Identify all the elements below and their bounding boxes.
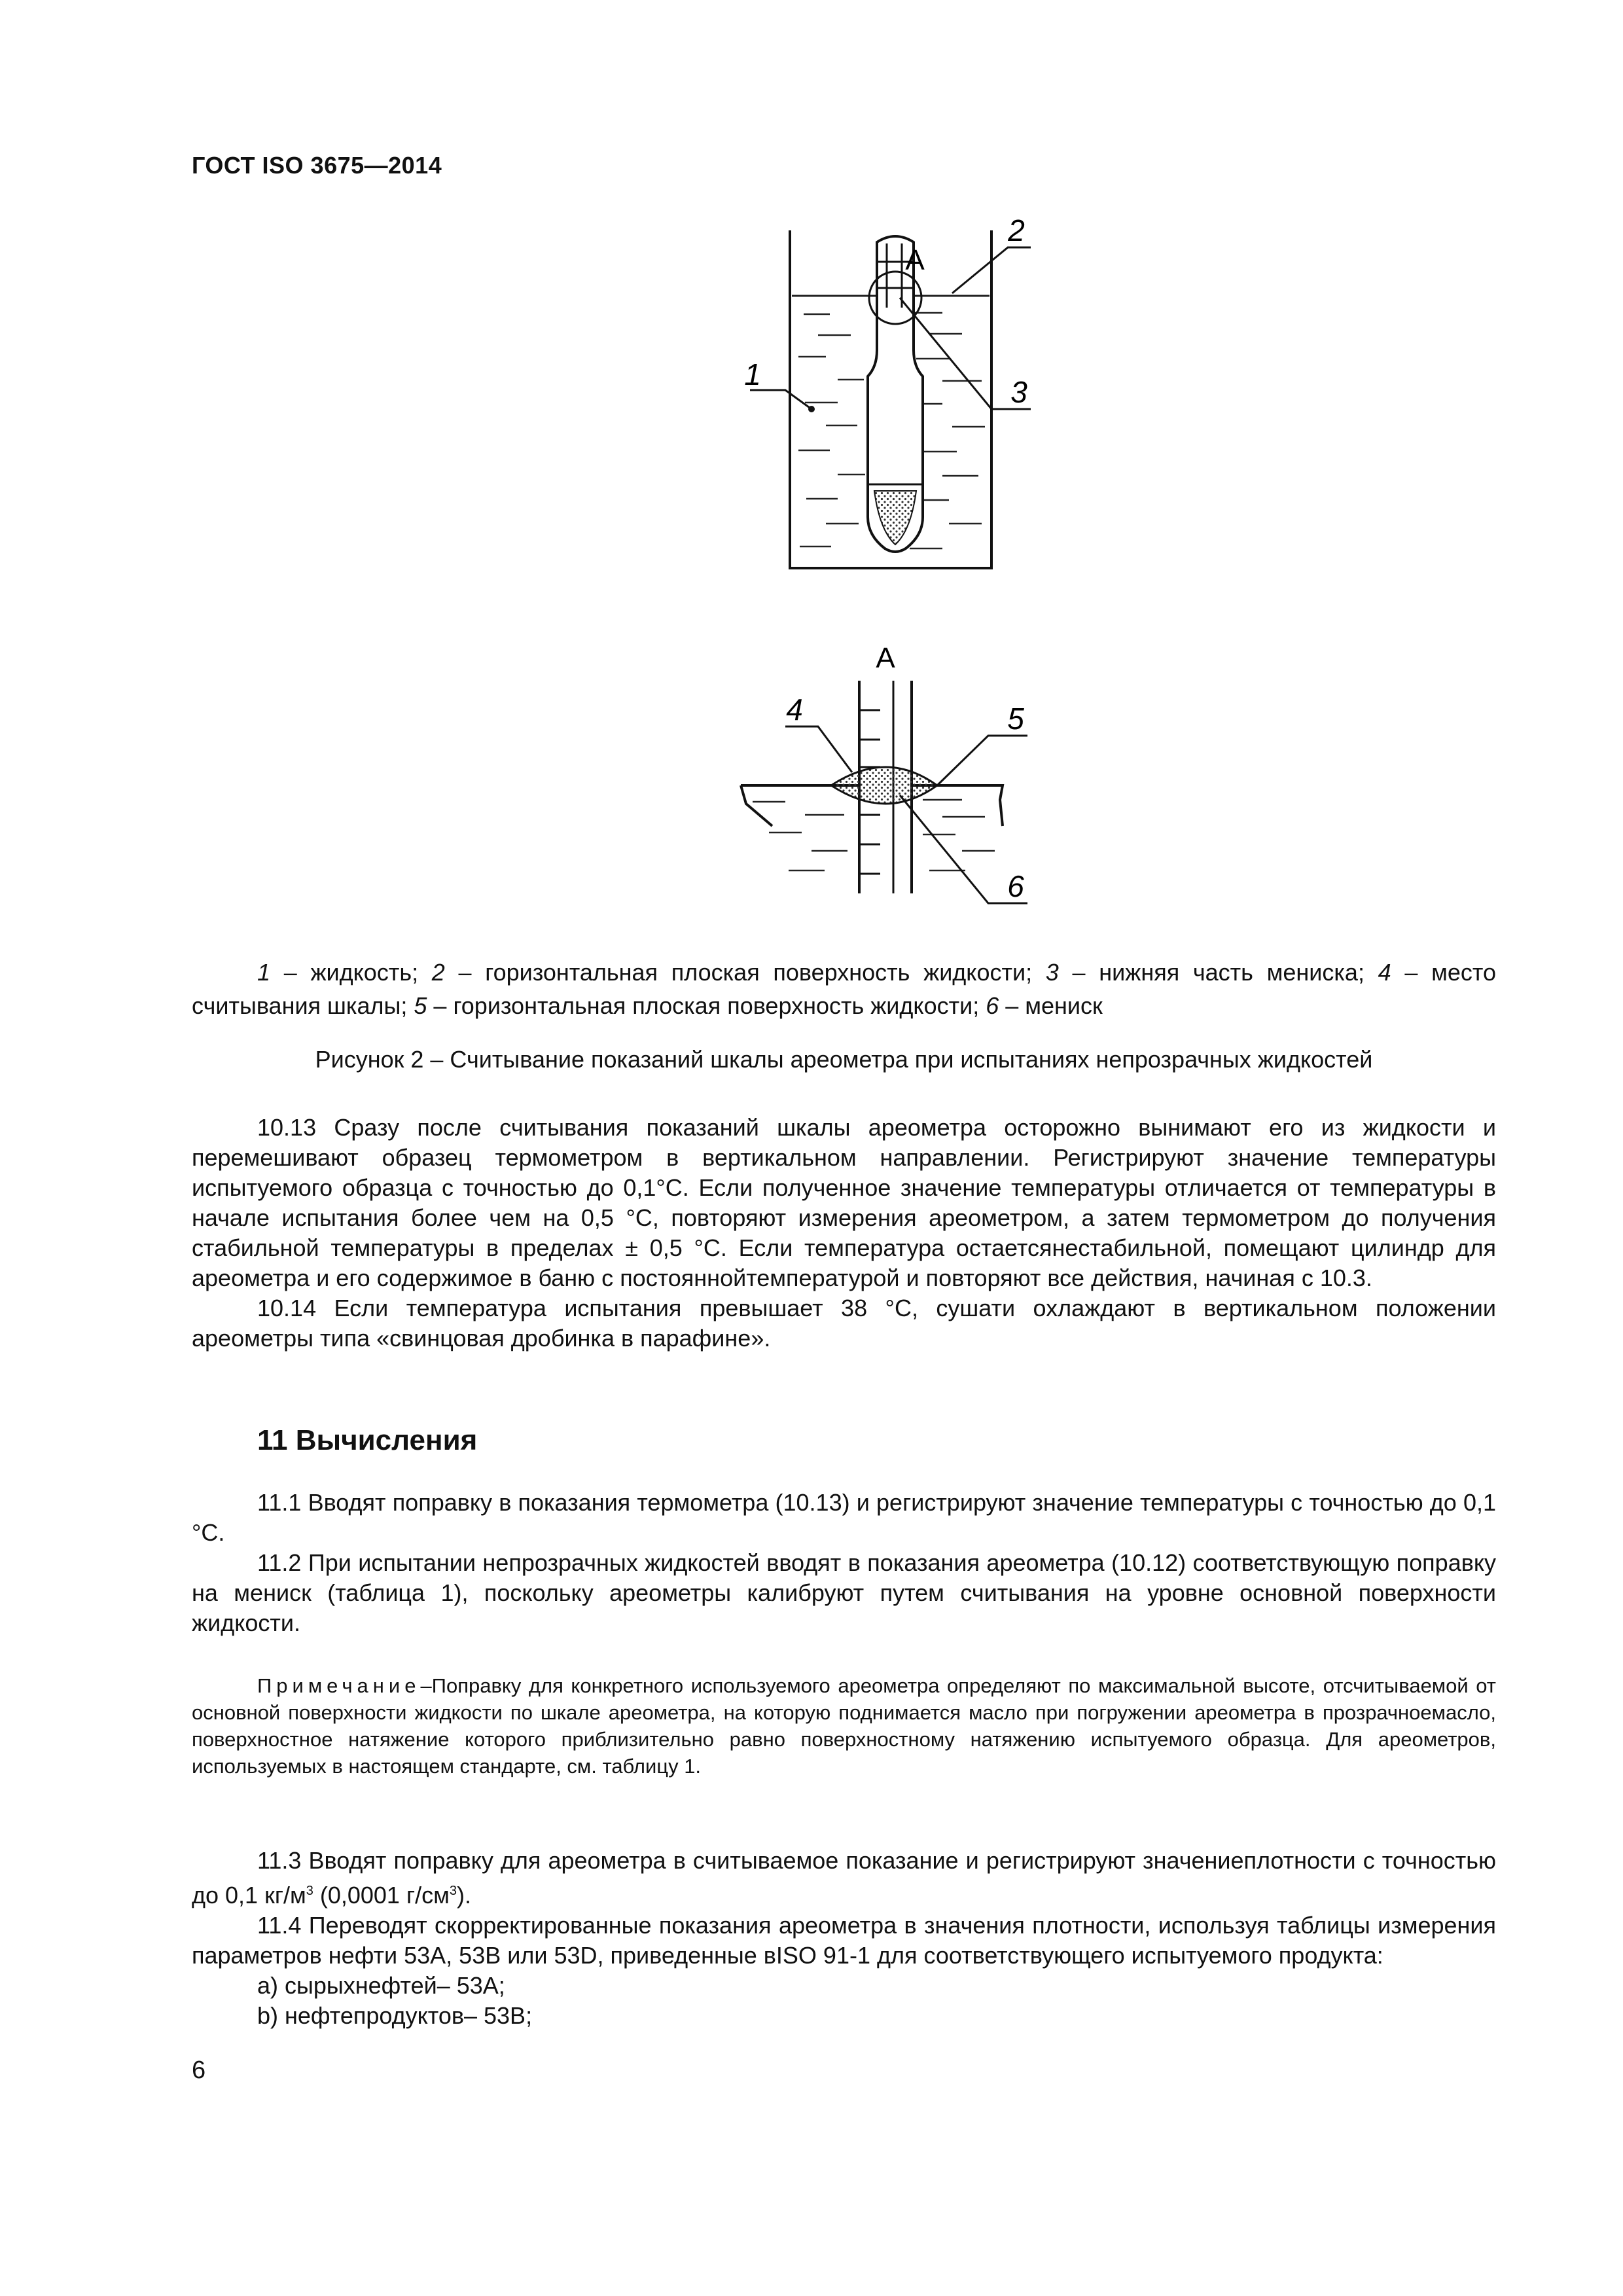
document-header: ГОСТ ISO 3675—2014	[192, 152, 442, 179]
note-text: –Поправку для конкретного используемого ареометра определяют по максимальной высоте, отсчитываемой от основной поверхности жидкости по шкале ареометра, на которую поднимается масло при погружении ареометра в прозрачноемасло, поверхностное натяжение которого приблизительно равно поверхностному натяжению испытуемого образца. Для ареометров, используемых в настоящем стандарте, см. таблицу 1.	[192, 1674, 1496, 1778]
paragraph-11-4: 11.4 Переводят скорректированные показания ареометра в значения плотности, используя таблицы измерения параметров нефти 53А, 53В или 53D, приведенные вISO 91-1 для соответствующего испытуемого продукта:	[192, 1912, 1496, 1969]
hydrometer-figure	[0, 0, 1623, 956]
section-10-text	[192, 1113, 1496, 1354]
label-5: 5	[1007, 702, 1024, 736]
label-3: 3	[1010, 375, 1027, 409]
label-4: 4	[786, 692, 803, 726]
note	[192, 1672, 1496, 1780]
figure-legend: 1 – жидкость; 2 – горизонтальная плоская поверхность жидкости; 3 – нижняя часть мениска; 4 – место считывания шкалы; 5 – горизонтальная плоская поверхность жидкости; 6 – мениск	[192, 959, 1496, 1019]
hydrometer	[808, 236, 923, 552]
figure-caption: Рисунок 2 – Считывание показаний шкалы ареометра при испытаниях непрозрачных жидкостей	[315, 1046, 1373, 1073]
page-number: 6	[192, 2056, 206, 2084]
paragraph-10-13: 10.13 Сразу после считывания показаний шкалы ареометра осторожно вынимают его из жидкости и перемешивают образец термометром в вертикальном направлении. Регистрируют значение температуры испытуемого образца с точностью до 0,1°С. Если полученное значение температуры отличается от температуры в начале испытания более чем на 0,5 °С, повторяют измерения ареометром, а затем термометром до получения стабильной температуры в пределах ± 0,5 °С. Если температура остаетсянестабильной, помещают цилиндр для ареометра и его содержимое в баню с постояннойтемпературой и повторяют все действия, начиная с 10.3.	[192, 1114, 1496, 1291]
detail-marker-bottom: A	[876, 642, 895, 674]
detail-hatching	[753, 800, 995, 870]
section-11-text-a	[192, 1488, 1496, 1638]
detail-marker-top: A	[905, 244, 925, 276]
paragraph-11-2: 11.2 При испытании непрозрачных жидкостей вводят в показания ареометра (10.12) соответствующую поправку на мениск (таблица 1), поскольку ареометры калибруют путем считывания на уровне основной поверхности жидкости.	[192, 1549, 1496, 1636]
meniscus	[831, 767, 937, 804]
section-11-text-b	[192, 1846, 1496, 2031]
paragraph-10-14: 10.14 Если температура испытания превышает 38 °С, сушати охлаждают в вертикальном положении ареометры типа «свинцовая дробинка в парафине».	[192, 1295, 1496, 1352]
label-2: 2	[1008, 213, 1025, 247]
paragraph-11-3: 11.3 Вводят поправку для ареометра в считываемое показание и регистрируют значениеплотности с точностью до 0,1 $кг/м^3$ (0,0001 $г/см^3$).	[192, 1847, 1496, 1909]
label-6: 6	[1007, 869, 1024, 903]
paragraph-11-1: 11.1 Вводят поправку в показания термометра (10.13) и регистрируют значение температуры с точностью до 0,1 °С.	[192, 1489, 1496, 1546]
list-item-b: b) нефтепродуктов– 53В;	[257, 2002, 533, 2029]
label-1: 1	[744, 357, 761, 391]
section-11-title: 11 Вычисления	[257, 1424, 478, 1456]
list-item-a: а) сырыхнефтей– 53А;	[257, 1972, 505, 1999]
note-label: Примечание	[257, 1674, 421, 1697]
